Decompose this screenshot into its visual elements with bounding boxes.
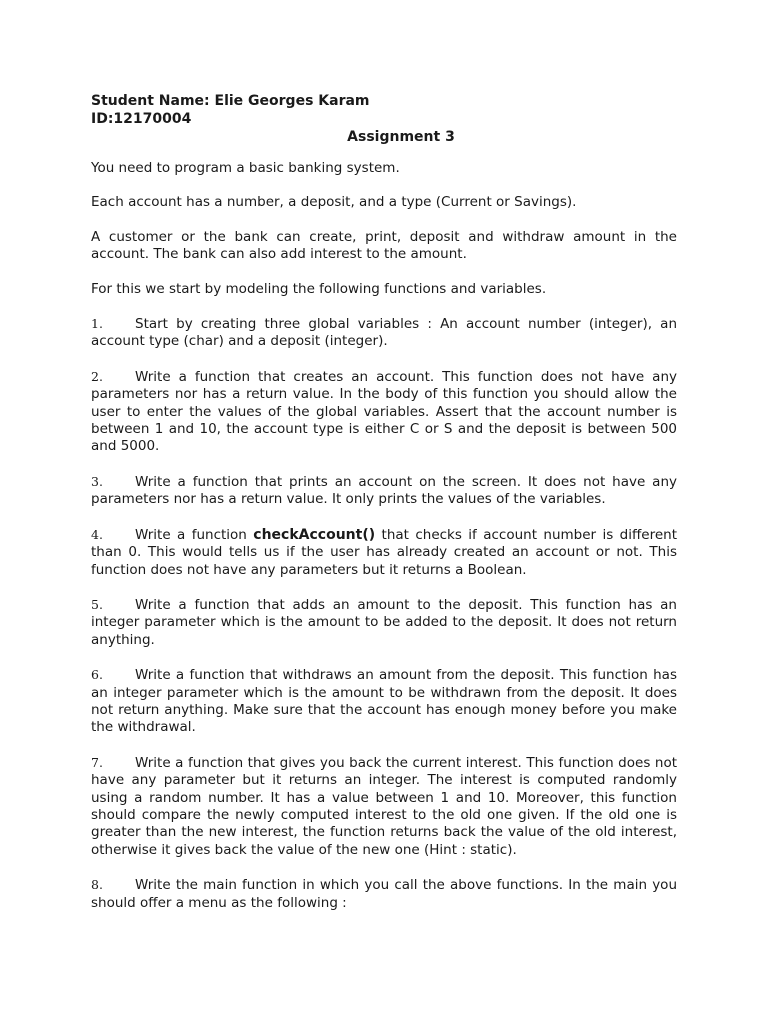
intro-paragraph: You need to program a basic banking system. (91, 160, 400, 176)
list-item (91, 315, 677, 351)
item-number: 7. (91, 754, 103, 770)
list-item (91, 754, 677, 859)
item-number: 6. (91, 667, 103, 683)
student-id: ID:12170004 (91, 111, 192, 127)
item-number: 3. (91, 473, 103, 489)
list-item (91, 368, 677, 456)
intro-paragraph: For this we start by modeling the following functions and variables. (91, 280, 547, 297)
function-name: checkAccount() (253, 526, 376, 543)
intro-paragraph: Each account has a number, a deposit, and a type (Current or Savings). (91, 194, 577, 211)
item-text: Write a function that adds an amount to the deposit. This function has an integer parameter which is the amount to be added to the deposit. It does not return anything. (91, 596, 677, 648)
student-name: Student Name: Elie Georges Karam (91, 93, 370, 109)
intro-paragraph: A customer or the bank can create, print, deposit and withdraw amount in the account. The bank can also add interest to the amount. (91, 228, 677, 263)
document-title: Assignment 3 (347, 129, 455, 145)
item-text: Write the main function in which you call the above functions. In the main you should offer a menu as the following : (91, 877, 677, 911)
list-item (91, 666, 677, 737)
item-text: Write a function that gives you back the current interest. This function does not have any parameter but it returns an integer. The interest is computed randomly using a random number. It has a value between 1 and 10. Moreover, this function should compare the newly computed interest to the old one given. If the old one is greater than the new interest, the function returns back the value of the old interest, otherwise it gives back the value of the new one (Hint : static). (91, 754, 677, 858)
document-page (91, 92, 677, 929)
item-text: Write a function (135, 526, 254, 543)
item-number: 1. (91, 316, 103, 332)
item-number: 8. (91, 877, 103, 893)
list-item (91, 526, 677, 579)
item-number: 5. (91, 596, 103, 612)
item-text: Write a function that prints an account on the screen. It does not have any parameters nor has a return value. It only prints the values of the variables. (91, 473, 677, 508)
list-item (91, 596, 677, 649)
item-text: Write a function that withdraws an amount from the deposit. This function has an integer parameter which is the amount to be withdrawn from the deposit. It does not return anything. Make sure that the account has enough money before you make the withdrawal. (91, 667, 677, 736)
item-number: 2. (91, 368, 103, 384)
item-text: Start by creating three global variables : An account number (integer), an account type (char) and a deposit (integer). (91, 316, 677, 350)
list-item (91, 473, 677, 509)
list-item (91, 876, 677, 912)
item-number: 4. (91, 526, 103, 542)
item-text: Write a function that creates an account. This function does not have any parameters nor has a return value. In the body of this function you should allow the user to enter the values of the global variables. Assert that the account number is between 1 and 10, the account type is either C or S and the deposit is between 500 and 5000. (91, 368, 677, 455)
item-text-continued: that checks if account number is different than 0. This would tells us if the user has already created an account or not. This function does not have any parameters but it returns a Boolean. (91, 526, 678, 578)
